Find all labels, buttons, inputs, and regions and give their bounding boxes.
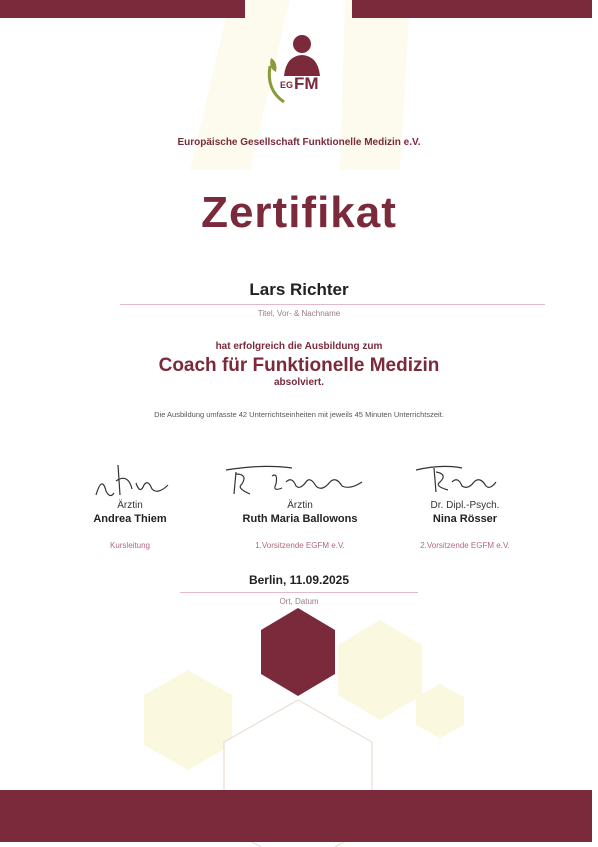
signatory-3-title: Dr. Dipl.-Psych. (430, 500, 500, 511)
signature-nina-roesser (412, 460, 502, 500)
logo-figure-icon (262, 30, 336, 108)
recipient-line (120, 304, 545, 305)
organization-name: Europäische Gesellschaft Funktionelle Medizin e.V. (177, 137, 421, 148)
hexagon-cream-small (416, 684, 464, 738)
signatory-2-role: 1.Vorsitzende EGFM e.V. (255, 541, 345, 550)
signatory-3-name: Nina Rösser (432, 513, 498, 525)
top-bar-right (352, 0, 592, 18)
signatory-1-name: Andrea Thiem (93, 513, 167, 525)
logo-text-small: EG (280, 80, 294, 90)
signatory-2-title: Ärztin (287, 500, 313, 511)
signature-andrea-thiem (88, 455, 178, 505)
statement-line3: absolviert. (273, 377, 325, 388)
place-date-caption: Ort, Datum (279, 597, 319, 606)
signatory-3-role: 2.Vorsitzende EGFM e.V. (420, 541, 510, 550)
recipient-name: Lars Richter (249, 280, 349, 299)
place-date-line (180, 592, 418, 593)
signatory-2 (200, 500, 400, 550)
signatory-1 (55, 500, 205, 550)
signatory-1-role: Kursleitung (109, 541, 151, 550)
course-detail: Die Ausbildung umfasste 42 Unterrichtseinheiten mit jeweils 45 Minuten Unterrichtszeit. (154, 410, 444, 419)
course-name: Coach für Funktionelle Medizin (158, 355, 440, 376)
egfm-logo (262, 30, 336, 108)
signature-ruth-maria-ballowons (222, 462, 372, 502)
signatory-2-name: Ruth Maria Ballowons (242, 513, 358, 525)
signatory-1-title: Ärztin (117, 500, 143, 511)
signatory-3 (390, 500, 540, 550)
hexagon-maroon (261, 608, 335, 696)
statement-line1: hat erfolgreich die Ausbildung zum (215, 341, 383, 352)
top-bar-left (0, 0, 245, 18)
place-date: Berlin, 11.09.2025 (248, 573, 350, 587)
recipient-caption: Titel, Vor- & Nachname (257, 309, 341, 318)
certificate-title: Zertifikat (201, 188, 397, 237)
logo-text-big: FM (294, 74, 319, 93)
hexagon-cream-right (338, 620, 422, 720)
hexagon-cream-left (144, 670, 232, 770)
bottom-bar (0, 790, 592, 842)
